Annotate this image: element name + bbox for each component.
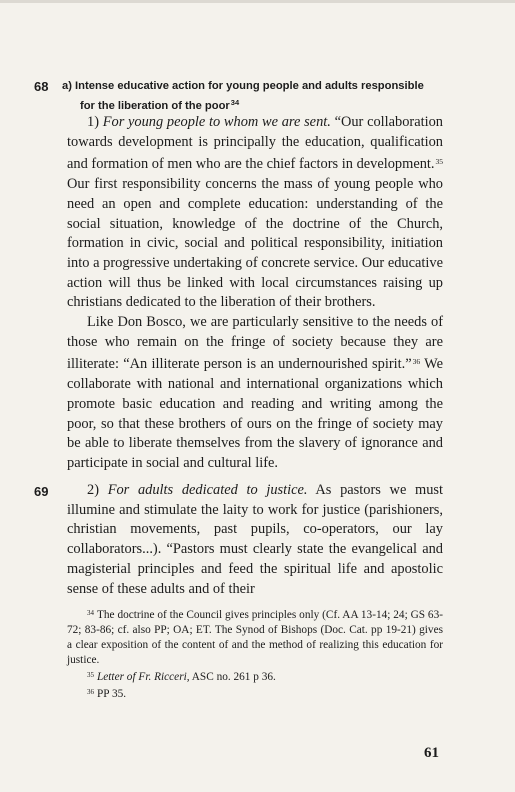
para2-text-2: We collaborate with national and international organizations which promote basic education and reading and writing among the poor, so that these brothers of ours on the fringe of society may be able to liberate themselves from the slavery of ignorance and participate in social and cultural life. — [67, 356, 444, 471]
para3-italic-title: For adults dedicated to justice. — [107, 482, 308, 498]
footnote-34-number: 34 — [87, 609, 94, 617]
para3-lead: 2) — [87, 482, 108, 498]
heading-line-1: a) Intense educative action for young people and adults responsible — [62, 80, 424, 92]
section-69-body — [67, 481, 443, 599]
paragraph-don-bosco — [67, 313, 443, 474]
footnote-36-number: 36 — [87, 688, 94, 696]
para1-italic-title: For young people to whom we are sent. — [102, 114, 331, 130]
para2-text: Like Don Bosco, we are particularly sensitive to the needs of those who remain on the fringe of society because they are illiterate: “An illiterate person is an undernourished spirit.” — [67, 314, 443, 373]
margin-number-69: 69 — [34, 484, 49, 499]
footnotes — [67, 606, 443, 702]
footnote-35-number: 35 — [87, 671, 94, 679]
footnote-34 — [67, 606, 443, 668]
page-number: 61 — [424, 745, 439, 761]
section-68-body — [67, 113, 443, 474]
para3-text: As pastors we must illumine and stimulate the laity to work for justice (parishioners, christian movements, past pupils, co-operators, our lay collaborators...). “Pastors must clearly state the evangelical and magisterial principles and feed the spiritual life and apostolic sense of these adults and of their — [67, 482, 444, 597]
paragraph-young-people — [67, 113, 443, 313]
footnote-ref-36: 36 — [412, 357, 421, 367]
footnote-ref-35: 35 — [435, 157, 443, 167]
footnote-36 — [67, 685, 443, 702]
footnote-35-italic: Letter of Fr. Ricceri, — [97, 671, 190, 683]
paragraph-adults — [67, 481, 443, 599]
section-heading — [62, 79, 452, 114]
footnote-34-text: The doctrine of the Council gives principles only (Cf. AA 13-14; 24; GS 63-72; 83-86; cf. also PP; OA; ET. The Synod of Bishops (Doc. Cat. pp 19-21) gives a clear exposition of the content of and the method of realizing this education for justice. — [67, 609, 443, 666]
footnote-ref-34: 34 — [230, 97, 240, 107]
page-top-edge — [0, 0, 515, 3]
margin-number-68: 68 — [34, 79, 49, 94]
footnote-35 — [67, 668, 443, 685]
para1-text: “Our collaboration towards development is principally the education, qualification and formation of men who are the chief factors in development. — [67, 114, 443, 173]
footnote-35-text: ASC no. 261 p 36. — [189, 671, 276, 683]
para1-text-2: Our first responsibility concerns the mass of young people who need an open and complete education: understanding of the social situation, knowledge of the doctrine of the Church, formation in civic, social and political responsibility, initiation into a progressive undertaking of concrete service. Our educative action will thus be linked with local circumstances raising up christians dedicated to the liberation of their brothers. — [67, 176, 443, 311]
heading-line-2-text: for the liberation of the poor — [80, 99, 230, 112]
para1-lead: 1) — [87, 114, 103, 130]
footnote-36-text: PP 35. — [97, 688, 127, 700]
heading-line-2 — [62, 95, 452, 115]
